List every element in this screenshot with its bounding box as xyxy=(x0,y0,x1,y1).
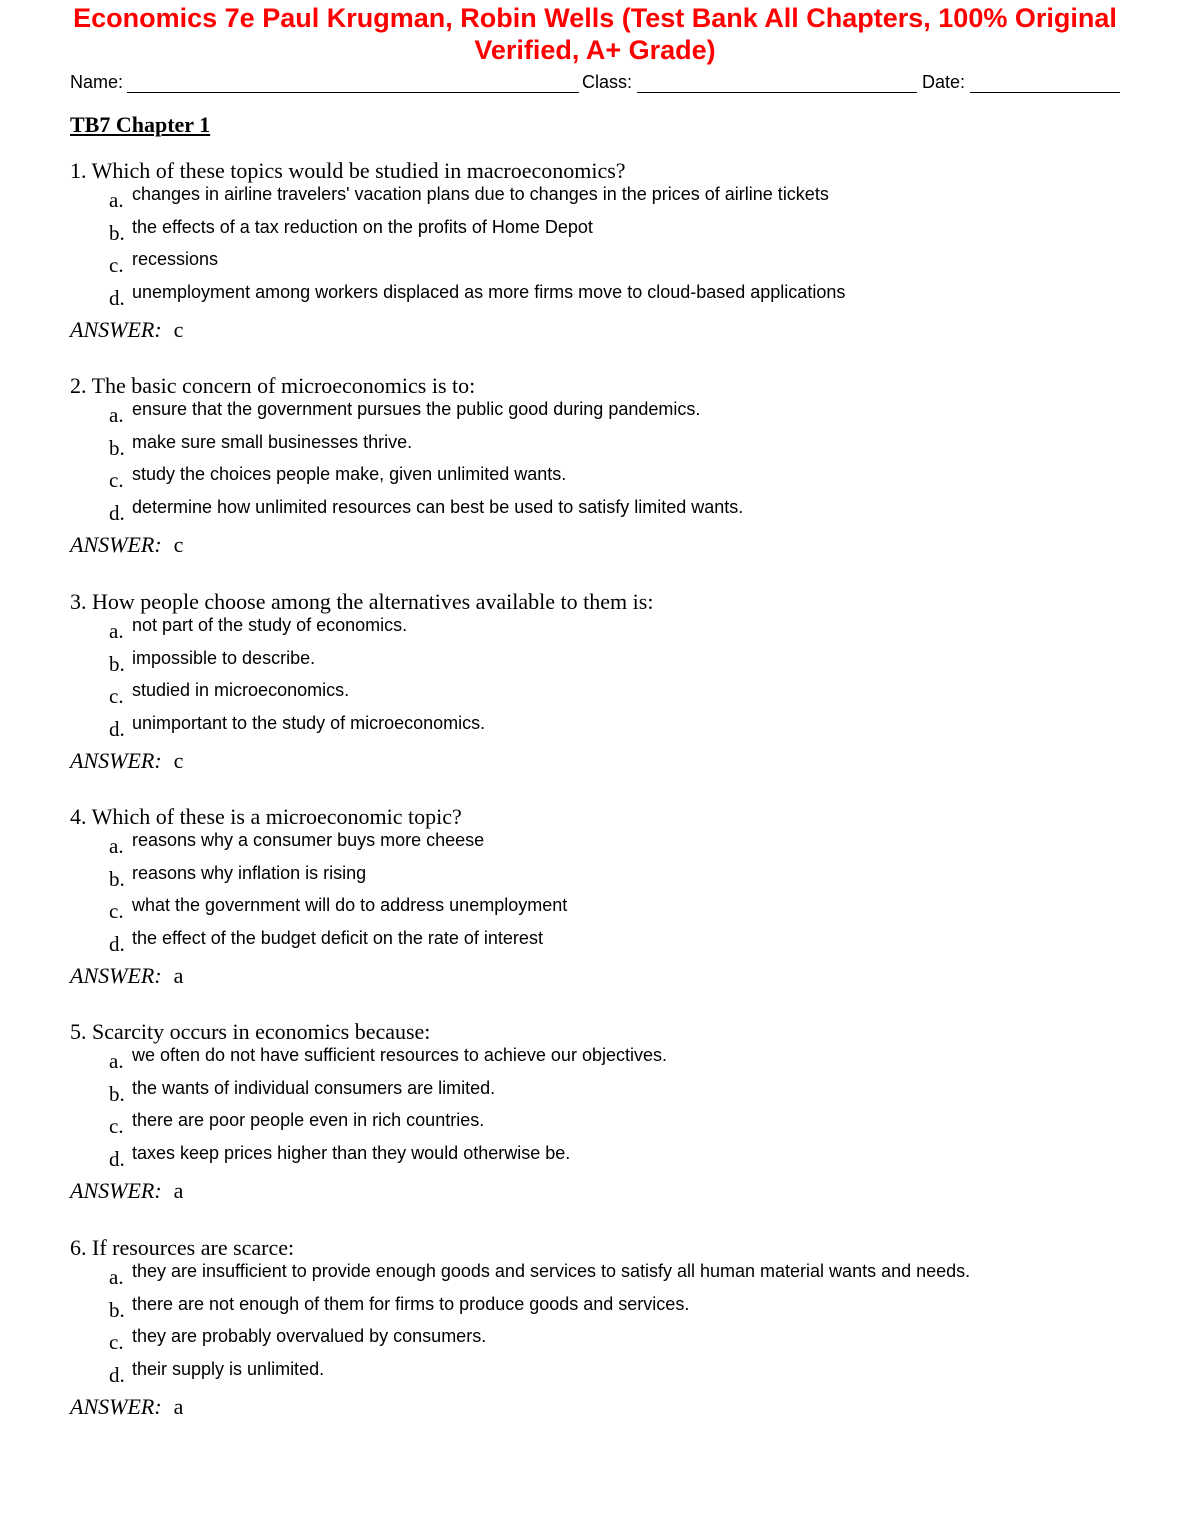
option-letter: a. xyxy=(109,188,124,212)
option-letter: b. xyxy=(109,651,125,676)
answer-label: ANSWER: xyxy=(70,532,162,558)
question-stem: 5. Scarcity occurs in economics because: xyxy=(70,1019,431,1044)
answer-option xyxy=(70,1045,1130,1078)
option-letter: a. xyxy=(109,834,124,858)
chapter-heading: TB7 Chapter 1 xyxy=(70,112,211,137)
answer-line xyxy=(70,532,1130,558)
question-stem: 2. The basic concern of microeconomics is to: xyxy=(70,373,476,398)
answer-value: c xyxy=(173,532,184,558)
option-text: the effects of a tax reduction on the profits of Home Depot xyxy=(132,216,593,237)
answer-option xyxy=(70,399,1130,432)
answer-option xyxy=(70,1359,1130,1392)
answer-option xyxy=(70,615,1130,648)
option-text: studied in microeconomics. xyxy=(132,680,350,701)
option-text: there are poor people even in rich countries. xyxy=(132,1110,485,1131)
option-letter: c. xyxy=(109,899,124,924)
answer-label: ANSWER: xyxy=(70,1178,162,1204)
answer-line xyxy=(70,1394,1130,1420)
class-label: Class: xyxy=(582,72,633,92)
answer-label: ANSWER: xyxy=(70,748,162,774)
option-letter: a. xyxy=(109,1049,124,1073)
option-letter: c. xyxy=(109,253,124,278)
answer-value: a xyxy=(173,1178,184,1204)
answer-line xyxy=(70,748,1130,774)
option-text: there are not enough of them for firms to produce goods and services. xyxy=(132,1293,690,1314)
option-letter: d. xyxy=(109,716,125,741)
option-letter: d. xyxy=(109,285,125,310)
option-text: what the government will do to address unemployment xyxy=(132,895,568,916)
option-text: unimportant to the study of microeconomics. xyxy=(132,712,486,733)
answer-value: c xyxy=(173,317,184,343)
answer-option xyxy=(70,830,1130,863)
option-letter: c. xyxy=(109,468,124,493)
question-2 xyxy=(70,373,1130,558)
option-text: they are insufficient to provide enough goods and services to satisfy all human material wants and needs. xyxy=(132,1261,971,1281)
answer-line xyxy=(70,317,1130,343)
answer-label: ANSWER: xyxy=(70,963,162,989)
option-text: changes in airline travelers' vacation plans due to changes in the prices of airline tickets xyxy=(132,184,829,204)
option-letter: b. xyxy=(109,1297,125,1322)
name-field[interactable] xyxy=(127,92,579,93)
answer-option xyxy=(70,432,1130,465)
question-5 xyxy=(70,1019,1130,1204)
option-letter: d. xyxy=(109,1146,125,1171)
answer-option xyxy=(70,217,1130,250)
option-letter: b. xyxy=(109,1081,125,1106)
question-3 xyxy=(70,589,1130,774)
option-text: determine how unlimited resources can best be used to satisfy limited wants. xyxy=(132,496,744,517)
option-letter: b. xyxy=(109,220,125,245)
option-letter: c. xyxy=(109,684,124,709)
class-field[interactable] xyxy=(637,92,917,93)
answer-option xyxy=(70,1294,1130,1327)
option-text: recessions xyxy=(132,249,219,270)
option-letter: d. xyxy=(109,931,125,956)
option-text: reasons why a consumer buys more cheese xyxy=(132,830,485,850)
option-letter: d. xyxy=(109,1362,125,1387)
answer-option xyxy=(70,863,1130,896)
option-text: unemployment among workers displaced as more firms move to cloud-based applications xyxy=(132,281,846,302)
option-letter: a. xyxy=(109,619,124,643)
option-letter: c. xyxy=(109,1114,124,1139)
answer-option xyxy=(70,1261,1130,1294)
option-text: their supply is unlimited. xyxy=(132,1358,325,1379)
option-letter: d. xyxy=(109,500,125,525)
option-text: the effect of the budget deficit on the rate of interest xyxy=(132,927,543,948)
answer-option xyxy=(70,249,1130,282)
answer-label: ANSWER: xyxy=(70,317,162,343)
option-text: they are probably overvalued by consumers. xyxy=(132,1326,487,1347)
answer-option xyxy=(70,1110,1130,1143)
answer-option xyxy=(70,497,1130,530)
option-letter: b. xyxy=(109,435,125,460)
option-letter: b. xyxy=(109,866,125,891)
student-info-row xyxy=(70,70,1122,96)
option-text: the wants of individual consumers are limited. xyxy=(132,1077,496,1098)
option-text: impossible to describe. xyxy=(132,647,316,668)
answer-option xyxy=(70,282,1130,315)
answer-line xyxy=(70,963,1130,989)
answer-option xyxy=(70,1078,1130,1111)
answer-value: a xyxy=(173,1394,184,1420)
question-stem: 3. How people choose among the alternatives available to them is: xyxy=(70,589,654,614)
option-text: not part of the study of economics. xyxy=(132,615,408,635)
option-letter: a. xyxy=(109,1265,124,1289)
answer-option xyxy=(70,713,1130,746)
answer-option xyxy=(70,680,1130,713)
option-text: reasons why inflation is rising xyxy=(132,862,367,883)
answer-label: ANSWER: xyxy=(70,1394,162,1420)
date-label: Date: xyxy=(922,72,966,92)
option-text: ensure that the government pursues the public good during pandemics. xyxy=(132,399,701,419)
question-stem: 6. If resources are scarce: xyxy=(70,1235,295,1260)
answer-option xyxy=(70,928,1130,961)
option-text: taxes keep prices higher than they would otherwise be. xyxy=(132,1142,571,1163)
name-label: Name: xyxy=(70,72,124,92)
question-4 xyxy=(70,804,1130,989)
question-1 xyxy=(70,158,1130,343)
title-line-2: Verified, A+ Grade) xyxy=(474,35,716,65)
question-6 xyxy=(70,1235,1130,1420)
option-text: study the choices people make, given unlimited wants. xyxy=(132,464,567,485)
title-line-1: Economics 7e Paul Krugman, Robin Wells (Test Bank All Chapters, 100% Original xyxy=(73,3,1117,33)
answer-line xyxy=(70,1178,1130,1204)
answer-option xyxy=(70,1143,1130,1176)
option-text: make sure small businesses thrive. xyxy=(132,431,413,452)
answer-option xyxy=(70,184,1130,217)
answer-option xyxy=(70,895,1130,928)
answer-option xyxy=(70,1326,1130,1359)
answer-value: c xyxy=(173,748,184,774)
option-letter: c. xyxy=(109,1330,124,1355)
question-stem: 4. Which of these is a microeconomic topic? xyxy=(70,804,462,829)
answer-option xyxy=(70,464,1130,497)
answer-value: a xyxy=(173,963,184,989)
option-letter: a. xyxy=(109,403,124,427)
option-text: we often do not have sufficient resources to achieve our objectives. xyxy=(132,1045,667,1065)
answer-option xyxy=(70,648,1130,681)
date-field[interactable] xyxy=(970,92,1120,93)
document-title xyxy=(0,2,1190,66)
question-stem: 1. Which of these topics would be studied in macroeconomics? xyxy=(70,158,626,183)
